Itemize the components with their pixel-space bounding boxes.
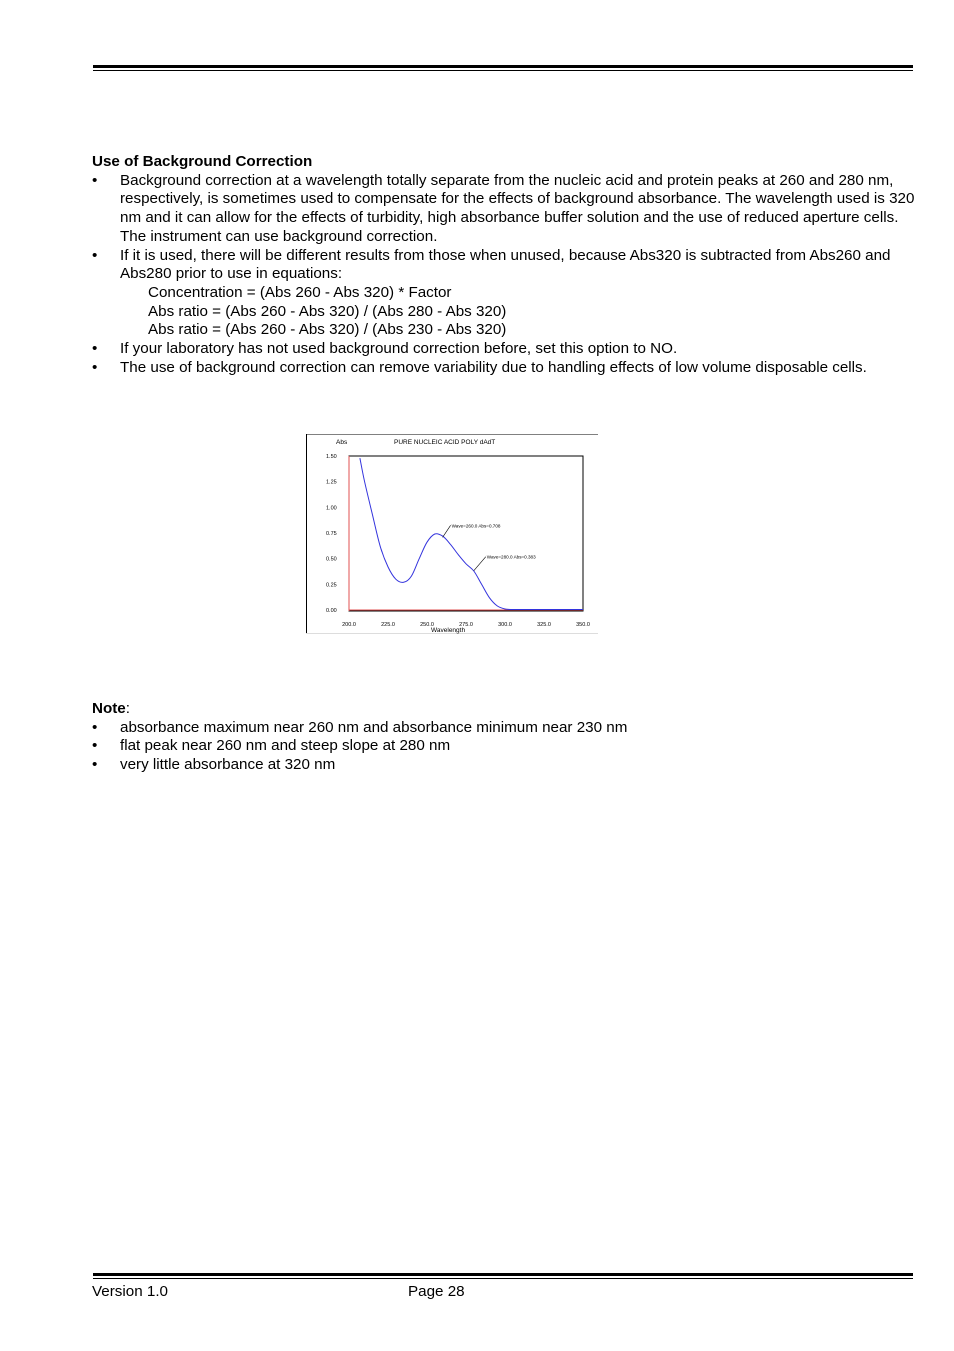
x-tick-label: 325.0 [537,622,551,628]
y-tick-label: 0.50 [326,556,337,563]
x-tick-label: 250.0 [420,622,434,628]
annotation-label: Wave=260.0 Abs=0.708 [451,523,501,529]
x-axis-label: Wavelength [431,627,466,634]
background-correction-section [92,153,922,377]
list-item: • The use of background correction can remove variability due to handling effects of low volume disposable cells. [92,359,922,378]
note-section [92,700,922,775]
note-colon: : [125,700,130,717]
list-item: • absorbance maximum near 260 nm and absorbance minimum near 230 nm [92,719,922,738]
x-tick-label: 275.0 [459,622,473,628]
chart-canvas [306,434,598,634]
equation-concentration: Concentration = (Abs 260 - Abs 320) * Factor [148,283,452,301]
y-tick-labels [326,454,337,614]
footer-rule [93,1273,913,1279]
x-tick-label: 300.0 [498,622,512,628]
absorbance-chart [306,434,598,634]
y-tick-label: 0.00 [326,608,337,614]
plot-frame [349,456,583,611]
section-heading: Use of Background Correction [92,153,313,170]
x-tick-label: 225.0 [381,622,395,628]
annotation-leader [474,557,486,571]
bullet-list [92,172,922,378]
note-heading-line [92,700,922,719]
y-tick-label: 1.00 [326,505,337,512]
y-tick-label: 0.75 [326,531,337,537]
note-list [92,719,922,775]
footer-version: Version 1.0 [92,1283,168,1300]
footer-page-number: Page 28 [408,1283,465,1300]
list-item-text: If it is used, there will be different results from those when unused, because Abs320 is subtracted from Abs260 and Abs280 prior to use in equations: [120,246,891,283]
equation-ratio-280: Abs ratio = (Abs 260 - Abs 320) / (Abs 280 - Abs 320) [148,302,507,320]
header-rule [93,65,913,71]
x-tick-label: 350.0 [576,622,590,628]
list-item: • very little absorbance at 320 nm [92,756,922,775]
y-tick-label: 1.50 [326,454,337,460]
x-tick-label: 200.0 [342,622,356,628]
list-item: • If your laboratory has not used background correction before, set this option to NO. [92,340,922,359]
chart-annotations [443,523,537,570]
y-tick-label: 1.25 [326,479,337,486]
chart-title: PURE NUCLEIC ACID POLY dAdT [394,439,496,446]
list-item [92,247,922,341]
absorbance-series-line [360,458,583,609]
list-item: • Background correction at a wavelength totally separate from the nucleic acid and protein peaks at 260 and 280 nm, respectively, is sometimes used to compensate for the effects of background absorbance. The wavelength used is 320 nm and it can allow for the effects of turbidity, high absorbance buffer solution and the use of reduced aperture cells. The instrument can use background correction. [92,172,922,247]
y-tick-label: 0.25 [326,582,337,589]
annotation-label: Wave=280.0 Abs=0.383 [486,554,536,560]
y-axis-label: Abs [336,439,348,446]
note-heading: Note [92,700,126,717]
annotation-leader [443,525,451,537]
equation-ratio-230: Abs ratio = (Abs 260 - Abs 320) / (Abs 230 - Abs 320) [148,321,507,339]
x-tick-labels [342,622,590,628]
list-item: • flat peak near 260 nm and steep slope at 280 nm [92,737,922,756]
